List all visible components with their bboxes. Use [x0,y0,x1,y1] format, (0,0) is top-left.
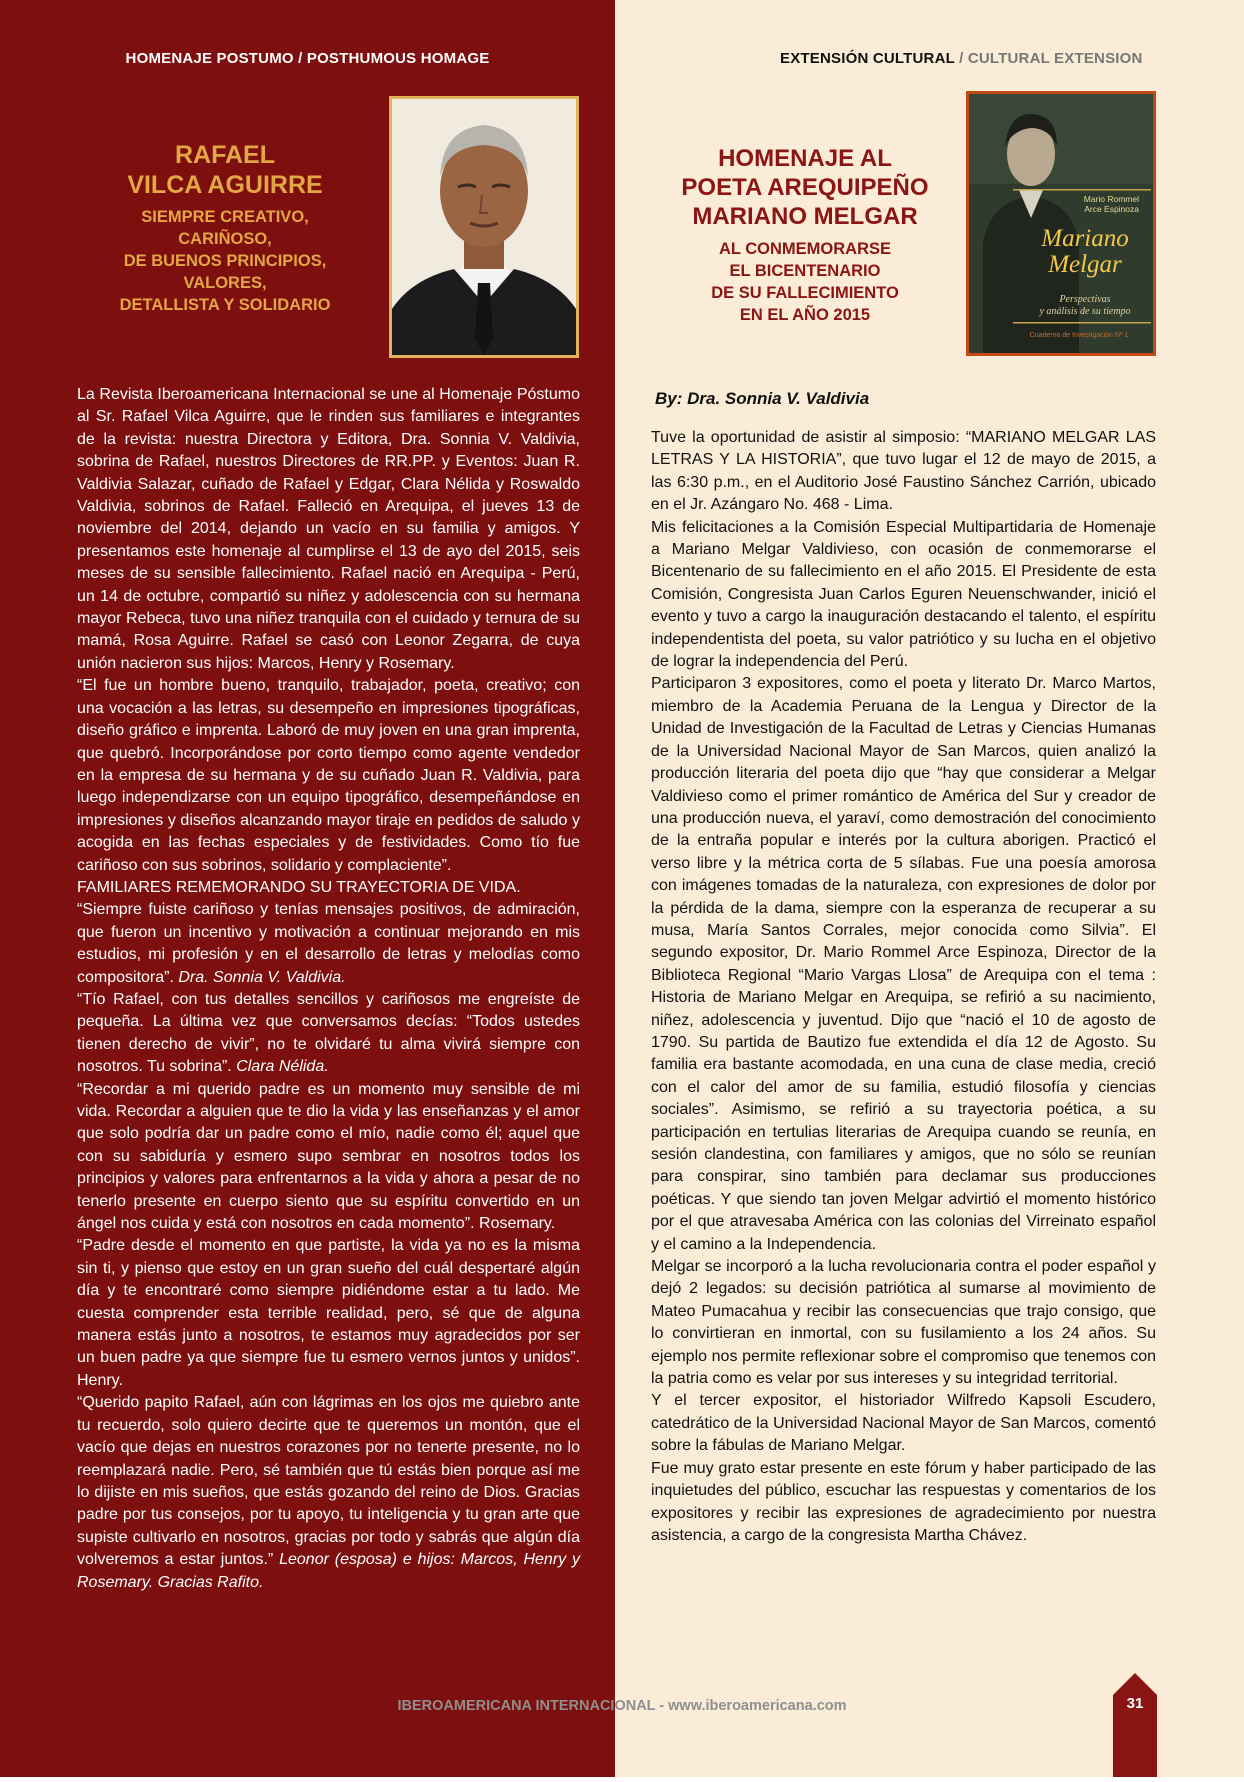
body-paragraph: La Revista Iberoamericana Internacional se une al Homenaje Póstumo al Sr. Rafael Vilca Aguirre, que le rinden sus familiares e integrantes de la revista: nuestra Directora y Editora, Dra. Sonnia V. Valdivia, sobrina de Rafael, nuestros Directores de RR.PP. y Eventos: Juan R. Valdivia Salazar, cuñado de Rafael y Edgar, Clara Nélida y Roswaldo Valdivia, sobrinos de Rafael. Falleció en Arequipa, el jueves 13 de noviembre del 2014, dejando un vacío en su familia y amigos. Y presentamos este homenaje al cumplirse el 13 de ayo del 2015, seis meses de su sensible fallecimiento. Rafael nació en Arequipa - Perú, un 14 de octubre, compartió su niñez y adolescencia con su hermana mayor Rebeca, tuvo una niñez tranquila con el cuidado y ternura de su mamá, Rosa Aguirre. Rafael se casó con Leonor Zegarra, de cuya unión nacieron sus hijos: Marcos, Henry y Rosemary. [77,386,580,672]
tribute-quote [77,899,580,989]
subtitle-line: SIEMPRE CREATIVO, [141,208,309,226]
subtitle-line: DETALLISTA Y SOLIDARIO [119,296,331,314]
section-header-right-en: CULTURAL EXTENSION [967,50,1143,67]
book-subtitle-line: y análisis de su tiempo [1039,306,1131,317]
body-paragraph: Mis felicitaciones a la Comisión Especial Multipartidaria de Homenaje a Mariano Melgar Valdivieso, con ocasión de conmemorarse el Bicentenario de su fallecimiento en el año 2015. El Presidente de esta Comisión, Congresista Juan Carlos Eguren Neuenschwander, inició el evento y tuvo a cargo la inauguración destacando el talento, el espíritu independentista del poeta, su valor patriótico y su lucha en el objetivo de lograr la independencia del Perú. [651,518,1156,671]
tribute-quote [77,989,580,1079]
left-article-title [60,140,390,200]
right-article-subtitle [640,238,970,326]
tribute-quote: “Padre desde el momento en que partiste, la vida ya no es la misma sin ti, y pienso que estoy en un gran sueño del cuál despertaré algún día y te encontraré como siempre pidiéndome estar a tu lado. Me cuesta comprender esta terrible realidad, pero, sé que de alguna manera estás junto a nosotros, te estamos muy agradecidos por ser un buen padre ya que siempre fue tu esmero vernos juntos y unidos”. Henry. [77,1237,580,1389]
book-title [1019,226,1151,278]
section-header-right-es: EXTENSIÓN CULTURAL [780,50,955,67]
left-article-subtitle [60,206,390,316]
tribute-quote [77,1392,580,1594]
subtitle-line: DE BUENOS PRINCIPIOS, [123,252,327,270]
subtitle-line: EL BICENTENARIO [729,262,881,280]
book-author-line: Mario Rommel [1083,194,1139,204]
subtitle-line: AL CONMEMORARSE [718,240,892,258]
page-number-badge [1113,1673,1157,1777]
body-paragraph: Y el tercer expositor, el historiador Wilfredo Kapsoli Escudero, catedrático de la Universidad Nacional Mayor de San Marcos, comentó sobre la fábulas de Mariano Melgar. [651,1392,1156,1455]
title-line: POETA AREQUIPEÑO [681,174,929,201]
quote-text: “Siempre fuiste cariñoso y tenías mensajes positivos, de admiración, que fueron un incentivo y motivación a continuar mejorando en mis estudios, mi profesión y en el desarrollo de letras y melodías como compositora”. [77,901,580,986]
title-line: HOMENAJE AL [718,145,892,172]
book-subtitle-line: Perspectivas [1059,294,1111,305]
body-paragraph: Tuve la oportunidad de asistir al simposio: “MARIANO MELGAR LAS LETRAS Y LA HISTORIA”, que tuvo lugar el 12 de mayo de 2015, a las 6:30 p.m., en el Auditorio José Faustino Sánchez Carrión, ubicado en el Jr. Azángaro No. 468 - Lima. [651,429,1156,514]
right-article-body [651,427,1156,1547]
subtitle-line: CARIÑOSO, [178,230,272,248]
quote-text: “Querido papito Rafael, aún con lágrimas en los ojos me quiebro ante tu recuerdo, solo quiero decirte que te queremos un montón, que el vacío que dejas en nuestros corazones por no tenerte presente, no lo reemplazará nadie. Pero, sé también que tú estás bien porque así me lo dijiste en mis sueños, que estás gozando del reino de Dios. Gracias padre por tus consejos, por tu apoyo, tu inteligencia y tu gran arte que supiste cultivarlo en nosotros, gracias por todo y sabrás que algún día volveremos a estar juntos.” [77,1394,580,1569]
subtitle-line: EN EL AÑO 2015 [739,306,871,324]
book-author [1049,194,1139,214]
book-author-line: Arce Espinoza [1084,204,1139,214]
section-header-right [780,50,1143,67]
book-subtitle [1019,294,1151,318]
body-paragraph: Melgar se incorporó a la lucha revolucionaria contra el poder español y dejó 2 legados: su decisión patriótica al sumarse al movimiento de Mateo Pumacahua y recibir las consecuencias que trajo consigo, que lo convirtieran en inmortal, con su fusilamiento a los 24 años. Su ejemplo nos permite reflexionar sobre el compromiso que tenemos con la patria como es velar por sus intereses y su integridad territorial. [651,1258,1156,1388]
title-line: RAFAEL [175,141,275,169]
body-paragraph: Participaron 3 expositores, como el poeta y literato Dr. Marco Martos, miembro de la Academia Peruana de la Lengua y Director de la Unidad de Investigación de la Facultad de Letras y Ciencias Humanas de la Universidad Nacional Mayor de San Marcos, quien analizó la producción literaria del poeta dijo que “hay que considerar a Melgar Valdivieso como el primer romántico de América del Sur y creador de una producción nueva, el yaraví, como demostración del conocimiento de la entraña popular e interés por la cultura aborigen. Practicó el verso libre y la métrica corta de 5 sílabas. Fue una poesía amorosa con imágenes tomadas de la naturaleza, con expresiones de dolor por la pérdida de la dama, siempre con la esperanza de recuperar a su musa, María Santos Corrales, mejor conocida como Silvia”. El segundo expositor, Dr. Mario Rommel Arce Espinoza, Director de la Biblioteca Regional “Mario Vargas Llosa” de Arequipa con el tema : Historia de Mariano Melgar en Arequipa, se refirió a su nacimiento, niñez, adolescencia y juventud. Dijo que “nació el 10 de agosto de 1790. Su partida de Bautizo fue extendida el día 12 de Agosto. Su familia era bastante acomodada, en una cuna de clase media, creció con el calor del amor de su familia, estudió filosofía y ciencias sociales”. Asimismo, se refirió a su trayectoria poética, a su participación en tertulias literarias de Arequipa cuando se reunía, en sesión clandestina, con familiares y amigos, que no sólo se reunían para conspirar, sino también para declamar sus producciones poéticas. Y que siendo tan joven Melgar advirtió el momento histórico por el que atravesaba América con las colonias del Virreinato español y el camino a la Independencia. [651,675,1156,1253]
page-footer: IBEROAMERICANA INTERNACIONAL - www.iberoamericana.com [397,1698,847,1714]
left-article-body [77,384,580,1594]
body-paragraph: “El fue un hombre bueno, tranquilo, trabajador, poeta, creativo; con una vocación a las letras, su desempeño en impresiones tipográficas, diseño gráfico e imprenta. Laboró de muy joven en una gran imprenta, que quebró. Incorporándose por corto tiempo como agente vendedor en la empresa de su hermana y de su cuñado Juan R. Valdivia, para luego independizarse con un equipo tipográfico, desempeñándose en impresiones y diseños alcanzando mayor tiraje en pedidos de saludo y acogida en las fechas especiales y de festividades. Como tío fue cariñoso con sus sobrinos, solidario y complaciente”. [77,677,580,874]
section-heading: FAMILIARES REMEMORANDO SU TRAYECTORIA DE VIDA. [77,878,521,896]
body-paragraph: Fue muy grato estar presente en este fórum y haber participado de las inquietudes del público, escuchar las respuestas y comentarios de los expositores y recibir las expresiones de agradecimiento por nuestra asistencia, a cargo de la congresista Martha Chávez. [651,1459,1156,1544]
quote-author: Leonor (esposa) e hijos: Marcos, Henry y Rosemary. Gracias Rafito. [77,1551,580,1591]
portrait-photo [389,96,579,358]
portrait-illustration [392,99,576,355]
subtitle-line: DE SU FALLECIMIENTO [711,284,899,302]
article-byline: By: Dra. Sonnia V. Valdivia [655,389,870,408]
book-series: Cuaderno de Investigación Nº 1 [1029,332,1129,339]
book-cover [966,91,1156,356]
title-line: VILCA AGUIRRE [127,171,323,199]
subtitle-line: VALORES, [183,274,267,292]
book-title-line: Melgar [1048,251,1122,278]
section-header-left: HOMENAJE POSTUMO / POSTHUMOUS HOMAGE [125,50,490,67]
right-article-title [640,144,970,231]
book-title-line: Mariano [1041,225,1129,252]
section-header-right-sep: / [954,50,968,67]
quote-author: Dra. Sonnia V. Valdivia. [178,968,346,986]
quote-author: Clara Nélida. [236,1058,329,1076]
tribute-quote: “Recordar a mi querido padre es un momento muy sensible de mi vida. Recordar a alguien que te dio la vida y las enseñanzas y el amor que solo podría dar un padre como el mío, nadie como él; aquel que con su sabiduría y esmero supo sembrar en nosotros todos los principios y valores para enfrentarnos a la vida y ahora a pesar de no tenerlo presente en cuerpo siento que su espíritu convertido en un ángel nos cuida y está con nosotros en cada momento”. Rosemary. [77,1080,580,1233]
page-number-badge-shape [1113,1673,1157,1777]
title-line: MARIANO MELGAR [692,203,918,230]
page-number: 31 [1126,1695,1144,1712]
quote-text: “Tío Rafael, con tus detalles sencillos y cariñosos me engreíste de pequeña. La última vez que conversamos decías: “Todos ustedes tienen derecho de vivir”, no te olvidaré tu alma vivirá siempre con nosotros. Tu sobrina”. [77,990,580,1076]
